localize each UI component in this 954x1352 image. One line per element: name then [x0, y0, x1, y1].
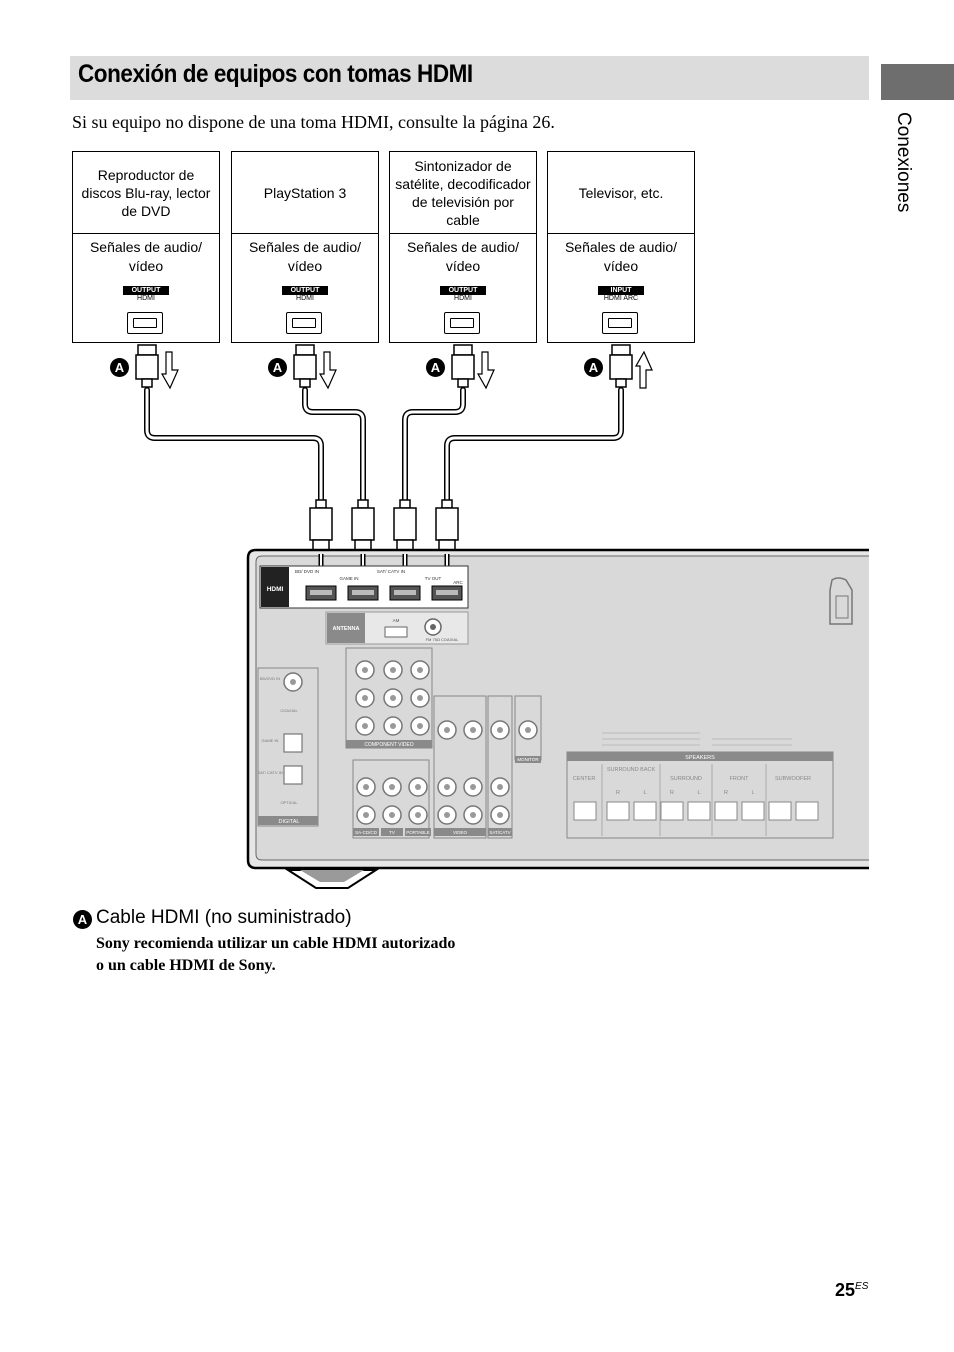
speakers-label: SPEAKERS: [685, 755, 715, 761]
legend-marker-a: A: [73, 910, 92, 929]
channel-letter: L: [697, 790, 701, 796]
legend-cable-text: Cable HDMI (no suministrado): [96, 907, 352, 928]
receiver-hdmi-input-label: SAT/ CATV IN: [376, 569, 406, 574]
antenna-label: ANTENNA: [332, 626, 360, 632]
port-type: OUTPUT: [440, 286, 486, 295]
port-label: HDMI: [296, 295, 314, 302]
device-signal: Señales de audio/ vídeo: [89, 239, 203, 274]
am-label: AM: [392, 618, 400, 623]
channel-letter: R: [616, 790, 620, 796]
analog-group-label: PORTABLE: [406, 830, 430, 835]
cable-marker-a: A: [268, 358, 287, 377]
device-name: Sintonizador de satélite, decodificador de televisión por cable: [390, 152, 536, 234]
analog-group-label: SAT/CATV: [489, 830, 511, 835]
device-name: PlayStation 3: [232, 152, 378, 234]
receiver-hdmi-input-label: BD/ DVD IN: [294, 569, 320, 574]
legend: [73, 907, 456, 977]
legend-note: Sony recomienda utilizar un cable HDMI autorizado o un cable HDMI de Sony.: [96, 935, 456, 974]
port-type: INPUT: [598, 286, 644, 295]
cable-marker-a: A: [584, 358, 603, 377]
digital-item-label: OPTICAL: [280, 800, 298, 805]
speaker-group-label: CENTER: [572, 776, 596, 782]
port-type: OUTPUT: [282, 286, 328, 295]
receiver-arc-label: ARC: [453, 580, 463, 585]
device-signal: Señales de audio/ vídeo: [564, 239, 678, 274]
speaker-group-label: SUBWOOFER: [774, 776, 812, 782]
page-number-suffix: ES: [855, 1281, 869, 1292]
page-title: Conexión de equipos con tomas HDMI: [78, 60, 473, 88]
cable-marker-a: A: [110, 358, 129, 377]
cable-marker-a: A: [426, 358, 445, 377]
speaker-group-label: SURROUND: [670, 776, 702, 782]
analog-group-label: TV: [389, 830, 395, 835]
receiver-hdmi-label: HDMI: [266, 586, 284, 593]
page-number-value: 25: [835, 1280, 856, 1300]
digital-item-label: COAXIAL: [280, 708, 298, 713]
intro-text: Si su equipo no dispone de una toma HDMI, consulte la página 26.: [72, 112, 555, 132]
device-signal: Señales de audio/ vídeo: [406, 239, 520, 274]
analog-group-label: SA-CD/CD: [355, 830, 377, 835]
analog-group-label: VIDEO: [452, 830, 468, 835]
device-name: Televisor, etc.: [548, 152, 694, 234]
receiver-hdmi-input-label: GAME IN: [339, 576, 359, 581]
digital-label: DIGITAL: [278, 819, 300, 825]
device-name: Reproductor de discos Blu-ray, lector de DVD: [73, 152, 219, 234]
channel-letter: L: [643, 790, 647, 796]
receiver-hdmi-input-label: TV OUT: [424, 576, 442, 581]
speaker-group-label: SURROUND BACK: [606, 767, 656, 773]
port-type: OUTPUT: [123, 286, 169, 295]
speaker-group-label: FRONT: [729, 776, 749, 782]
digital-item-label: BD/DVD IN: [259, 676, 281, 681]
digital-item-label: GAME IN: [261, 738, 279, 743]
channel-letter: R: [724, 790, 728, 796]
channel-letter: L: [751, 790, 755, 796]
channel-letter: R: [670, 790, 674, 796]
component-video-label: COMPONENT VIDEO: [364, 742, 414, 748]
page-number: [835, 1280, 868, 1301]
port-label: HDMI ARC: [603, 295, 639, 302]
legend-cable: [73, 907, 456, 929]
digital-item-label: SAT/ CATV IN: [257, 770, 283, 775]
port-label: HDMI: [137, 295, 155, 302]
port-label: HDMI: [454, 295, 472, 302]
fm-label: FM 75Ω COAXIAL: [425, 637, 459, 642]
section-label: Conexiones: [893, 112, 914, 213]
device-signal: Señales de audio/ vídeo: [248, 239, 362, 274]
monitor-label: MONITOR: [517, 757, 539, 762]
